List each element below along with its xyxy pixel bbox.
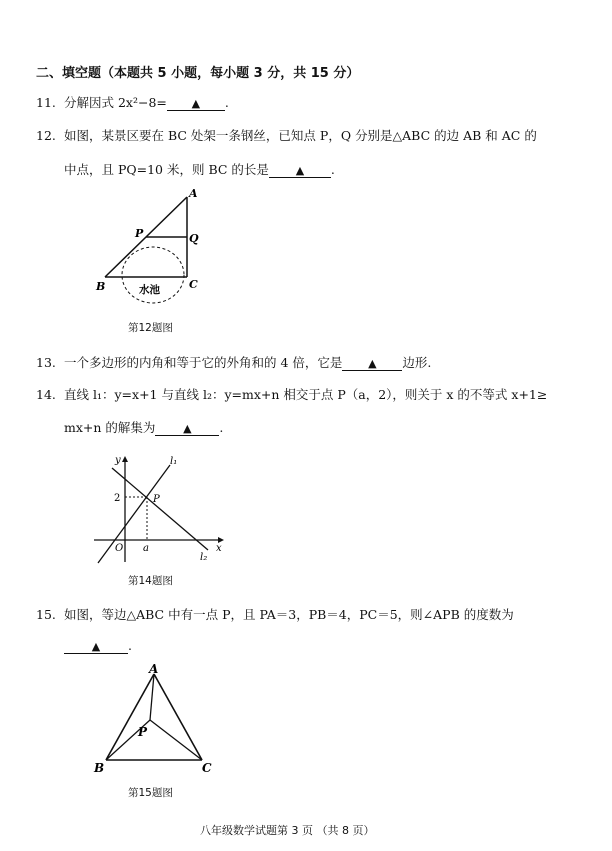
figure-14-caption: 第14题图 [128,575,173,587]
segment-ab [106,674,154,760]
line-l2 [112,468,208,550]
question-number: 15. [36,607,56,622]
label-b: B [94,761,105,775]
label-q: Q [189,232,199,245]
question-14 [36,386,547,404]
question-text: mx+n 的解集为 [64,420,156,435]
label-p: P [138,725,148,739]
label-a: a [143,543,149,554]
question-number: 12. [36,128,56,143]
label-a: A [149,662,159,676]
answer-blank[interactable]: ▲ [269,163,331,178]
pond-label: 水池 [139,284,160,296]
label-l2: l₂ [200,552,208,563]
label-l1: l₁ [170,456,178,467]
section-title: 二、填空题（本题共 5 小题，每小题 3 分，共 15 分） [36,66,360,81]
figure-15 [90,662,220,777]
answer-blank[interactable]: ▲ [167,96,225,111]
segment-pc [150,720,202,760]
question-12-line2: 中点，且 PQ=10 米，则 BC 的长是 ▲ . [64,162,335,177]
question-number: 14. [36,387,56,402]
question-12 [36,127,537,145]
label-p: P [153,494,160,505]
answer-blank[interactable]: ▲ [155,421,219,436]
question-13: 13. 一个多边形的内角和等于它的外角和的 4 倍，它是 ▲ 边形. [36,355,432,370]
question-text: 如图，某景区要在 BC 处架一条钢丝，已知点 P，Q 分别是△ABC 的边 AB 和 AC 的 [64,128,537,143]
label-x: x [216,543,222,554]
label-c: C [202,761,212,775]
question-text: 分解因式 2x²−8= [64,95,167,110]
page-footer: 八年级数学试题第 3 页 （共 8 页） [200,824,375,837]
segment-ac [154,674,202,760]
label-y: y [115,455,121,466]
question-text: 如图，等边△ABC 中有一点 P，且 PA＝3，PB＝4，PC＝5，则∠APB 的度数为 [64,607,514,622]
label-origin: O [115,543,124,554]
answer-blank[interactable]: ▲ [64,639,128,654]
label-p: P [135,227,144,240]
question-15-line2: ▲ . [64,637,132,655]
question-text: 直线 l₁：y=x+1 与直线 l₂：y=mx+n 相交于点 P（a，2），则关于 x 的不等式 x+1≥ [64,387,548,402]
line-l1 [98,465,170,563]
figure-12 [95,185,205,305]
figure-14 [90,450,225,565]
label-c: C [189,278,198,291]
figure-12-caption: 第12题图 [128,322,173,334]
answer-blank[interactable]: ▲ [342,356,402,371]
figure-15-caption: 第15题图 [128,787,173,799]
question-text: 一个多边形的内角和等于它的外角和的 4 倍，它是 [64,355,343,370]
question-15 [36,606,514,624]
question-number: 11. [36,95,56,110]
question-14-line2: mx+n 的解集为 ▲ . [64,420,224,435]
question-11: 11. 分解因式 2x²−8= ▲ . [36,95,229,110]
label-b: B [96,280,106,293]
question-text: 中点，且 PQ=10 米，则 BC 的长是 [64,162,269,177]
y-arrow [122,456,128,462]
label-two: 2 [114,493,121,504]
question-number: 13. [36,355,56,370]
label-a: A [189,187,198,200]
